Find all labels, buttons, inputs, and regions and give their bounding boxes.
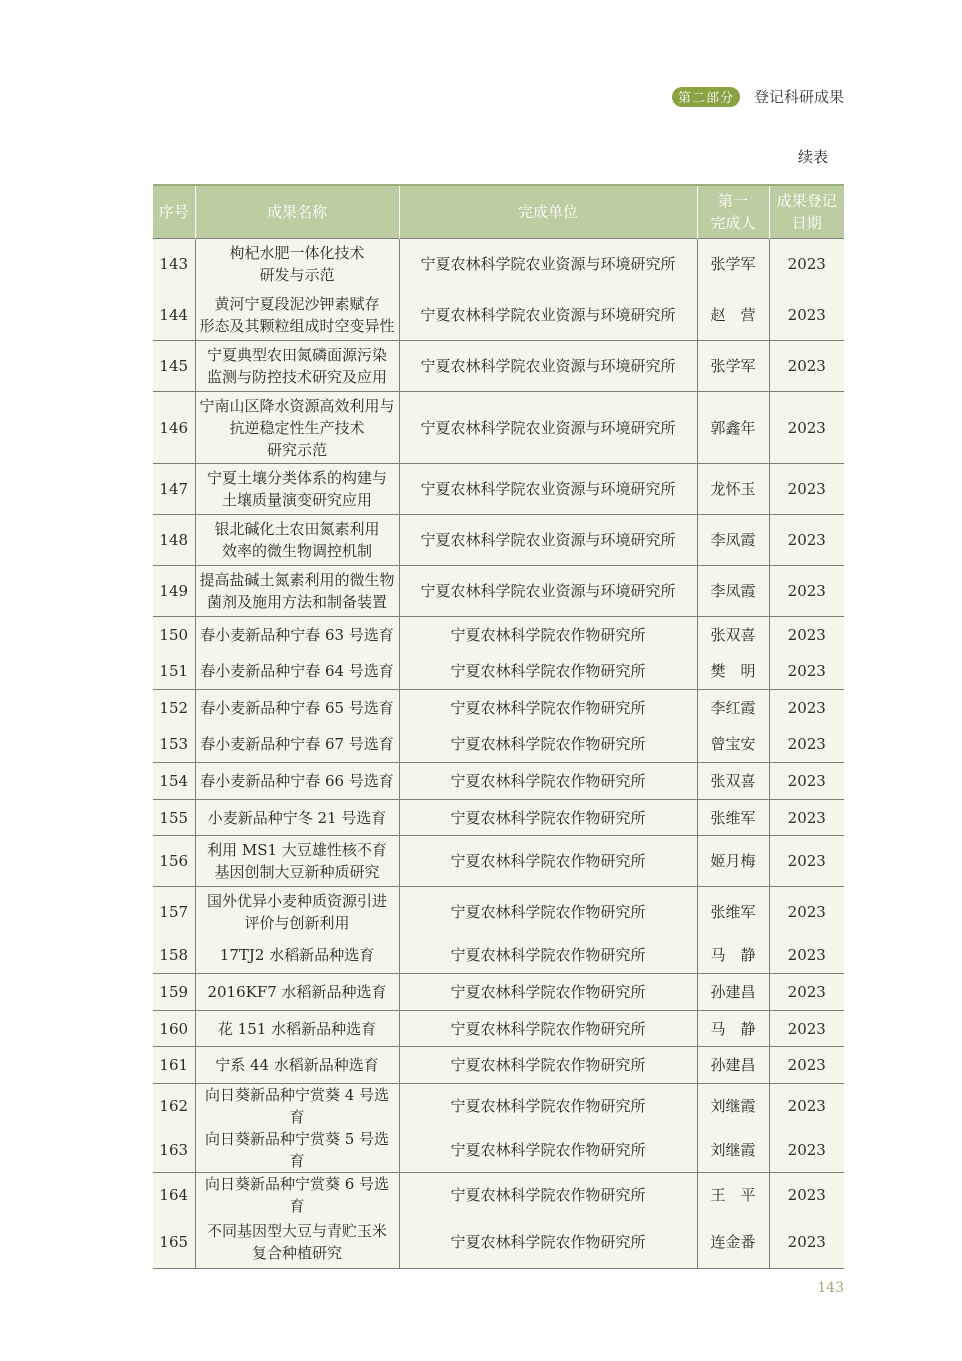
table-row	[153, 938, 844, 974]
table-row	[153, 290, 844, 341]
column-header-date: 成果登记 日期	[769, 185, 844, 239]
cell-unit: 宁夏农林科学院农业资源与环境研究所	[399, 341, 697, 392]
cell-unit: 宁夏农林科学院农作物研究所	[399, 763, 697, 800]
cell-date: 2023	[769, 727, 844, 763]
cell-name: 花 151 水稻新品种选育	[195, 1011, 399, 1047]
cell-person: 刘继霞	[697, 1084, 769, 1129]
cell-date: 2023	[769, 800, 844, 836]
cell-person: 刘继霞	[697, 1128, 769, 1173]
cell-unit: 宁夏农林科学院农作物研究所	[399, 887, 697, 938]
cell-person: 孙建昌	[697, 974, 769, 1011]
table-row	[153, 566, 844, 617]
cell-unit: 宁夏农林科学院农作物研究所	[399, 654, 697, 690]
cell-index: 164	[153, 1173, 195, 1218]
cell-unit: 宁夏农林科学院农作物研究所	[399, 1128, 697, 1173]
table-row	[153, 239, 844, 290]
cell-unit: 宁夏农林科学院农业资源与环境研究所	[399, 239, 697, 290]
cell-person: 王 平	[697, 1173, 769, 1218]
cell-unit: 宁夏农林科学院农业资源与环境研究所	[399, 392, 697, 464]
cell-unit: 宁夏农林科学院农作物研究所	[399, 1011, 697, 1047]
cell-date: 2023	[769, 392, 844, 464]
cell-index: 143	[153, 239, 195, 290]
cell-date: 2023	[769, 654, 844, 690]
cell-unit: 宁夏农林科学院农业资源与环境研究所	[399, 464, 697, 515]
cell-person: 姬月梅	[697, 836, 769, 887]
cell-person: 李凤霞	[697, 566, 769, 617]
cell-date: 2023	[769, 1128, 844, 1173]
cell-unit: 宁夏农林科学院农作物研究所	[399, 1217, 697, 1268]
cell-unit: 宁夏农林科学院农作物研究所	[399, 1173, 697, 1218]
cell-name: 不同基因型大豆与青贮玉米 复合种植研究	[195, 1217, 399, 1268]
cell-unit: 宁夏农林科学院农作物研究所	[399, 974, 697, 1011]
table-row	[153, 654, 844, 690]
cell-person: 连金番	[697, 1217, 769, 1268]
cell-person: 张学军	[697, 341, 769, 392]
table-row	[153, 727, 844, 763]
cell-name: 宁南山区降水资源高效利用与 抗逆稳定性生产技术 研究示范	[195, 392, 399, 464]
table-row	[153, 515, 844, 566]
cell-index: 165	[153, 1217, 195, 1268]
cell-name: 向日葵新品种宁赏葵 6 号选育	[195, 1173, 399, 1218]
cell-date: 2023	[769, 617, 844, 654]
cell-index: 152	[153, 690, 195, 727]
cell-index: 157	[153, 887, 195, 938]
cell-date: 2023	[769, 690, 844, 727]
table-row	[153, 836, 844, 887]
cell-date: 2023	[769, 1173, 844, 1218]
cell-date: 2023	[769, 341, 844, 392]
cell-person: 张双喜	[697, 617, 769, 654]
cell-name: 2016KF7 水稻新品种选育	[195, 974, 399, 1011]
table-row	[153, 1217, 844, 1268]
cell-person: 马 静	[697, 938, 769, 974]
cell-date: 2023	[769, 887, 844, 938]
column-header-person: 第一 完成人	[697, 185, 769, 239]
table-row	[153, 341, 844, 392]
table-row	[153, 617, 844, 654]
cell-person: 张维军	[697, 800, 769, 836]
cell-index: 144	[153, 290, 195, 341]
cell-date: 2023	[769, 974, 844, 1011]
cell-index: 148	[153, 515, 195, 566]
cell-name: 银北碱化土农田氮素利用 效率的微生物调控机制	[195, 515, 399, 566]
section-title: 登记科研成果	[753, 88, 844, 106]
cell-index: 161	[153, 1047, 195, 1084]
cell-name: 提高盐碱土氮素利用的微生物 菌剂及施用方法和制备装置	[195, 566, 399, 617]
cell-person: 赵 营	[697, 290, 769, 341]
table-row	[153, 1084, 844, 1129]
cell-name: 春小麦新品种宁春 65 号选育	[195, 690, 399, 727]
cell-date: 2023	[769, 290, 844, 341]
column-header-unit: 完成单位	[399, 185, 697, 239]
table-body	[153, 239, 844, 1269]
cell-name: 春小麦新品种宁春 64 号选育	[195, 654, 399, 690]
cell-name: 利用 MS1 大豆雄性核不育 基因创制大豆新种质研究	[195, 836, 399, 887]
cell-name: 枸杞水肥一体化技术 研发与示范	[195, 239, 399, 290]
table-row	[153, 1047, 844, 1084]
cell-person: 曾宝安	[697, 727, 769, 763]
cell-person: 孙建昌	[697, 1047, 769, 1084]
cell-date: 2023	[769, 566, 844, 617]
cell-name: 春小麦新品种宁春 63 号选育	[195, 617, 399, 654]
cell-unit: 宁夏农林科学院农作物研究所	[399, 938, 697, 974]
page-header	[672, 86, 844, 107]
cell-date: 2023	[769, 464, 844, 515]
cell-name: 向日葵新品种宁赏葵 4 号选育	[195, 1084, 399, 1129]
results-table	[153, 184, 844, 1269]
cell-person: 张维军	[697, 887, 769, 938]
table-header-row	[153, 185, 844, 239]
cell-date: 2023	[769, 1047, 844, 1084]
cell-index: 153	[153, 727, 195, 763]
cell-date: 2023	[769, 836, 844, 887]
cell-index: 155	[153, 800, 195, 836]
cell-unit: 宁夏农林科学院农作物研究所	[399, 800, 697, 836]
table-row	[153, 1128, 844, 1173]
cell-index: 145	[153, 341, 195, 392]
continued-label: 续表	[797, 148, 828, 166]
section-badge: 第二部分	[672, 87, 740, 107]
cell-index: 162	[153, 1084, 195, 1129]
column-header-name: 成果名称	[195, 185, 399, 239]
cell-date: 2023	[769, 938, 844, 974]
cell-unit: 宁夏农林科学院农作物研究所	[399, 727, 697, 763]
cell-index: 154	[153, 763, 195, 800]
cell-name: 17TJ2 水稻新品种选育	[195, 938, 399, 974]
cell-index: 163	[153, 1128, 195, 1173]
cell-name: 春小麦新品种宁春 66 号选育	[195, 763, 399, 800]
table-row	[153, 392, 844, 464]
table-row	[153, 464, 844, 515]
cell-name: 宁夏典型农田氮磷面源污染 监测与防控技术研究及应用	[195, 341, 399, 392]
cell-index: 146	[153, 392, 195, 464]
cell-person: 张双喜	[697, 763, 769, 800]
cell-name: 向日葵新品种宁赏葵 5 号选育	[195, 1128, 399, 1173]
cell-date: 2023	[769, 515, 844, 566]
cell-index: 160	[153, 1011, 195, 1047]
cell-date: 2023	[769, 1084, 844, 1129]
cell-unit: 宁夏农林科学院农作物研究所	[399, 1084, 697, 1129]
column-header-index: 序号	[153, 185, 195, 239]
cell-person: 李凤霞	[697, 515, 769, 566]
cell-date: 2023	[769, 1011, 844, 1047]
cell-date: 2023	[769, 239, 844, 290]
cell-index: 149	[153, 566, 195, 617]
cell-name: 宁夏土壤分类体系的构建与 土壤质量演变研究应用	[195, 464, 399, 515]
table-row	[153, 800, 844, 836]
cell-unit: 宁夏农林科学院农作物研究所	[399, 1047, 697, 1084]
cell-index: 151	[153, 654, 195, 690]
cell-unit: 宁夏农林科学院农业资源与环境研究所	[399, 515, 697, 566]
table-row	[153, 887, 844, 938]
table-row	[153, 690, 844, 727]
cell-index: 147	[153, 464, 195, 515]
cell-person: 李红霞	[697, 690, 769, 727]
cell-unit: 宁夏农林科学院农作物研究所	[399, 617, 697, 654]
cell-person: 郭鑫年	[697, 392, 769, 464]
table-row	[153, 974, 844, 1011]
cell-person: 张学军	[697, 239, 769, 290]
cell-index: 156	[153, 836, 195, 887]
cell-index: 150	[153, 617, 195, 654]
cell-index: 159	[153, 974, 195, 1011]
table-row	[153, 763, 844, 800]
cell-name: 宁系 44 水稻新品种选育	[195, 1047, 399, 1084]
table-row	[153, 1011, 844, 1047]
cell-date: 2023	[769, 1217, 844, 1268]
cell-index: 158	[153, 938, 195, 974]
cell-unit: 宁夏农林科学院农作物研究所	[399, 690, 697, 727]
cell-person: 龙怀玉	[697, 464, 769, 515]
cell-name: 国外优异小麦种质资源引进 评价与创新利用	[195, 887, 399, 938]
cell-person: 马 静	[697, 1011, 769, 1047]
cell-name: 春小麦新品种宁春 67 号选育	[195, 727, 399, 763]
cell-name: 小麦新品种宁冬 21 号选育	[195, 800, 399, 836]
cell-unit: 宁夏农林科学院农业资源与环境研究所	[399, 566, 697, 617]
page-number: 143	[817, 1280, 844, 1296]
table-row	[153, 1173, 844, 1218]
cell-name: 黄河宁夏段泥沙钾素赋存 形态及其颗粒组成时空变异性	[195, 290, 399, 341]
cell-person: 樊 明	[697, 654, 769, 690]
cell-unit: 宁夏农林科学院农业资源与环境研究所	[399, 290, 697, 341]
cell-unit: 宁夏农林科学院农作物研究所	[399, 836, 697, 887]
cell-date: 2023	[769, 763, 844, 800]
